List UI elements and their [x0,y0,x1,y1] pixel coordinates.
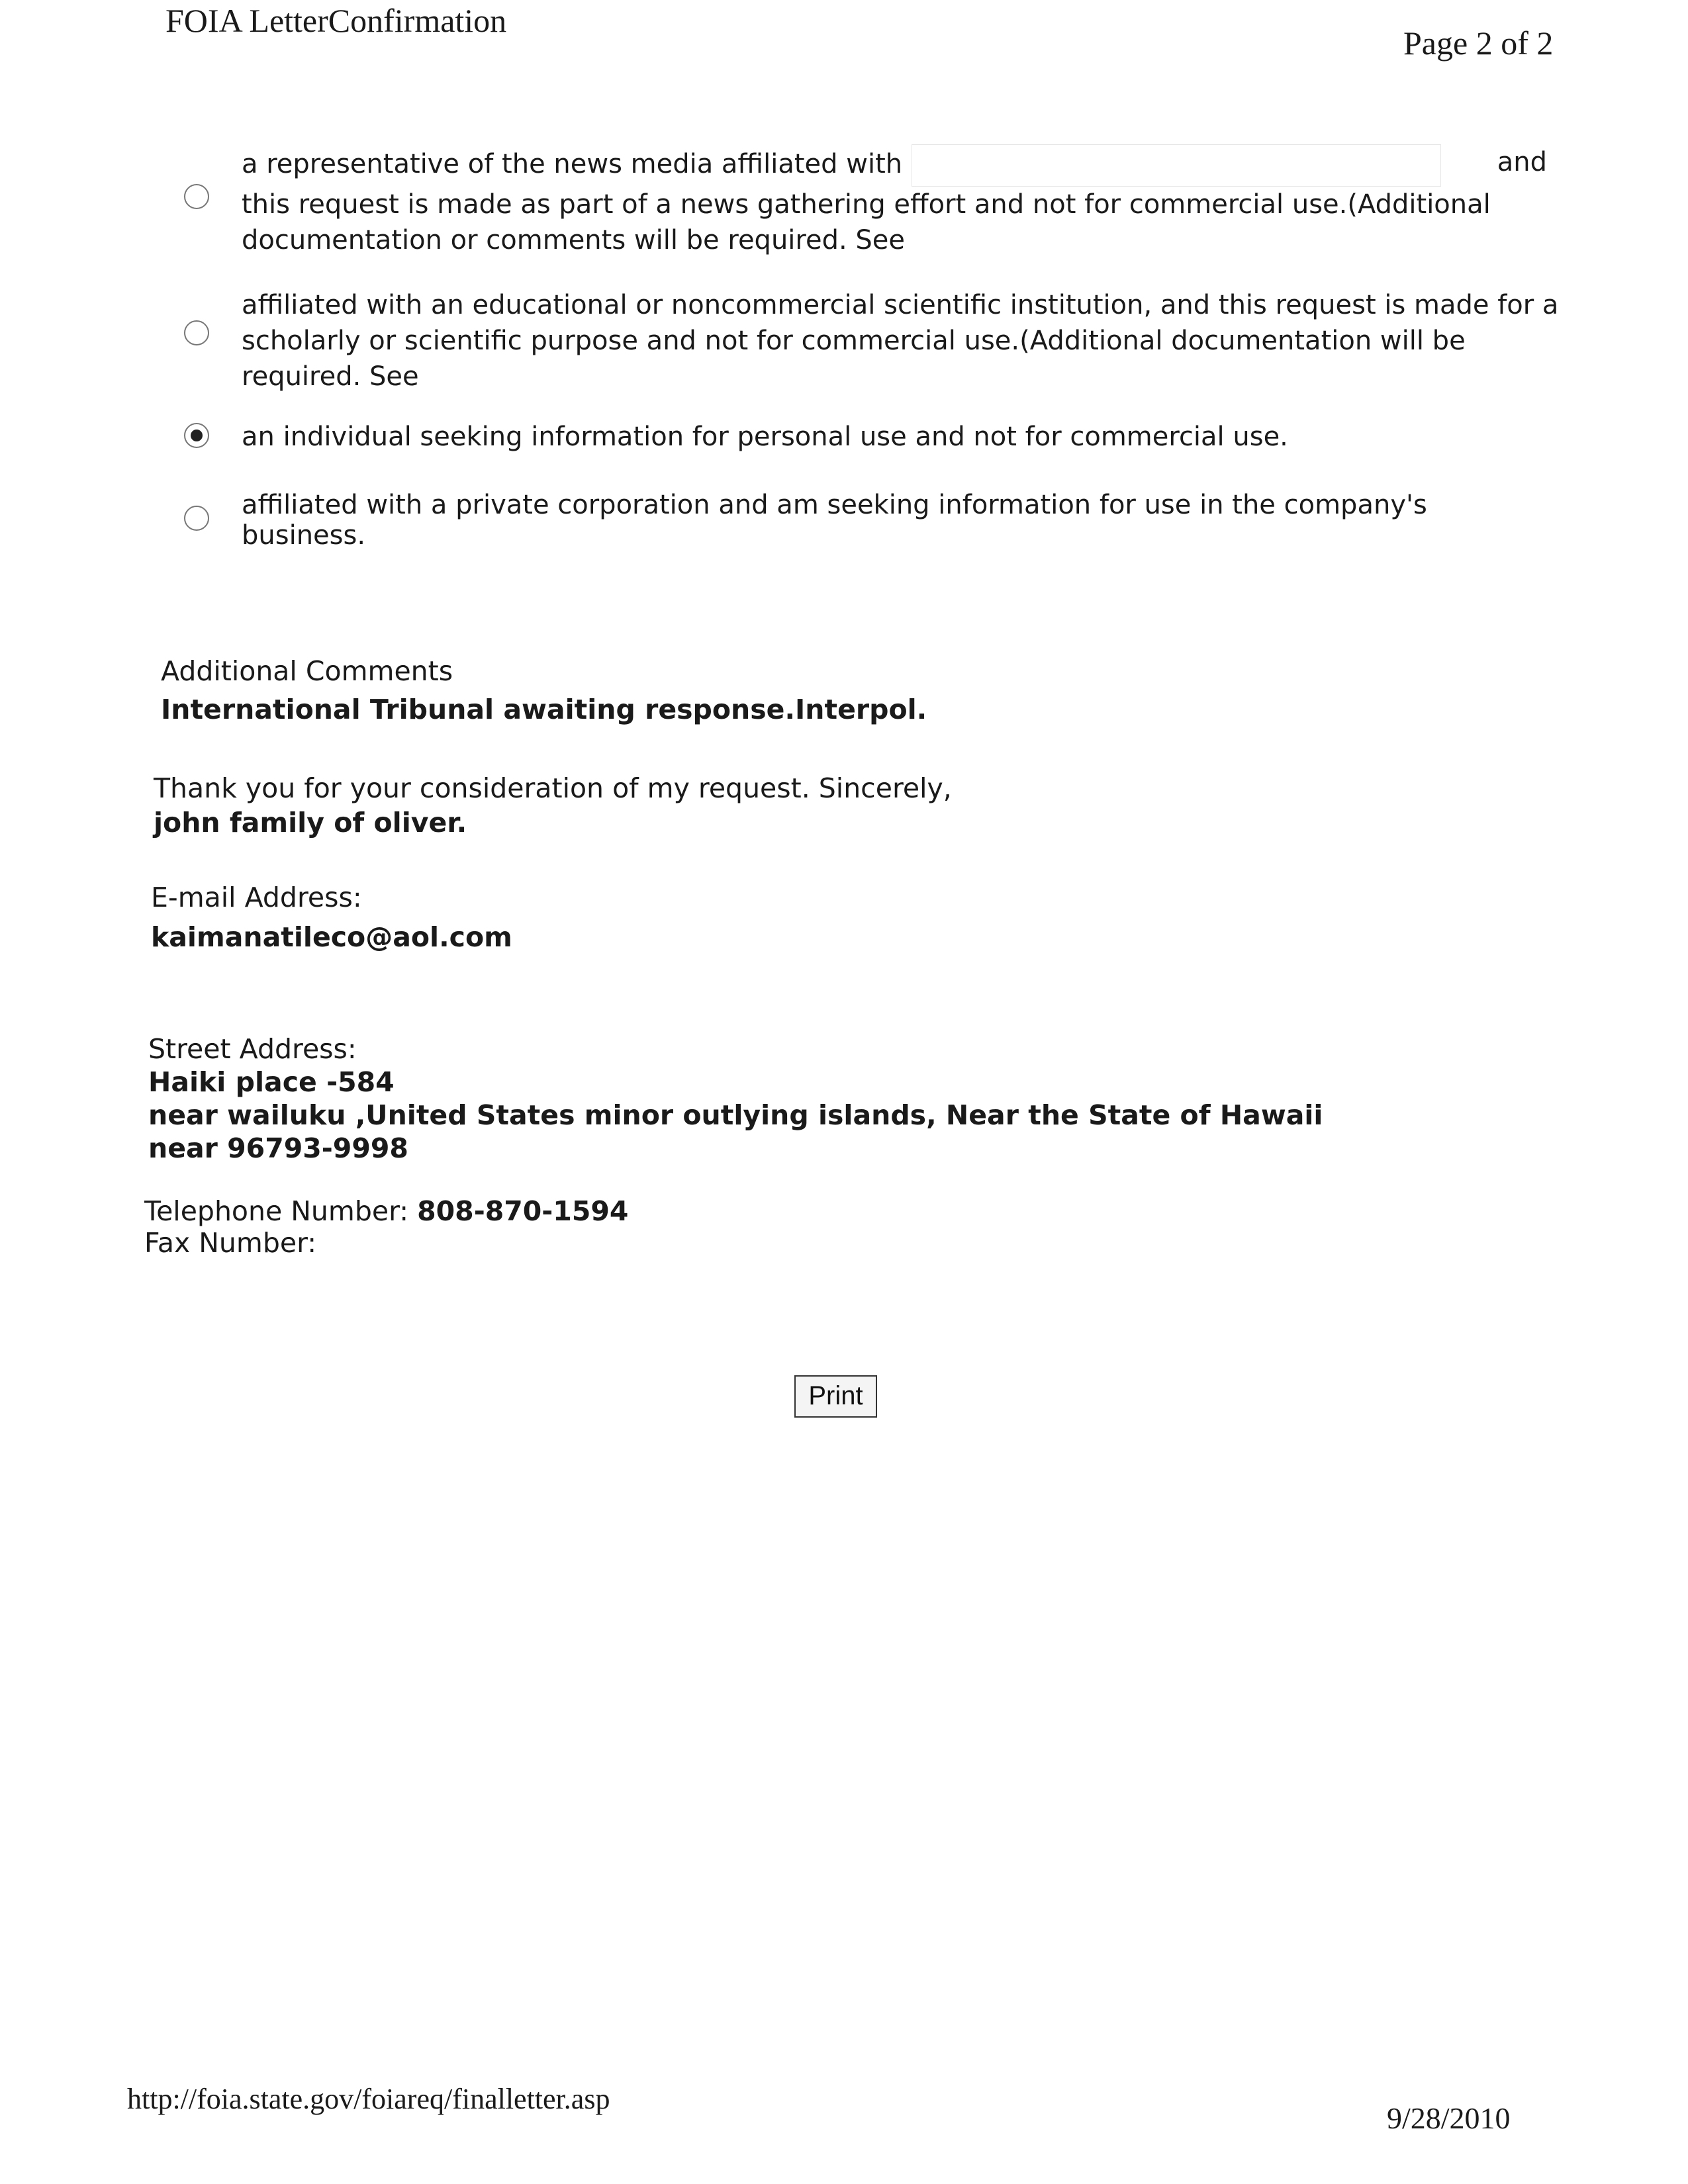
telephone-value: 808-870-1594 [417,1195,629,1227]
phone-fax-section [144,1195,628,1259]
email-value: kaimanatileco@aol.com [151,921,512,953]
requester-option-educational [179,287,1559,406]
requester-option-private-corporation [179,490,1556,569]
print-footer-url: http://foia.state.gov/foiareq/finalletter.asp [127,2083,610,2115]
news-media-radio[interactable] [184,184,209,209]
print-header-title: FOIA LetterConfirmation [165,2,507,39]
news-media-first-line [242,144,1559,187]
print-button[interactable]: Print [794,1375,877,1418]
street-address-line-1: Haiki place -584 [148,1066,395,1098]
private-corporation-radio[interactable] [184,506,209,531]
requester-option-individual [179,419,1556,465]
email-section [151,880,512,954]
news-media-option-text [242,144,1559,258]
telephone-label: Telephone Number: [144,1195,409,1227]
news-media-continued-text: this request is made as part of a news gathering effort and not for commercial use.(Additional documentation or comments will be required. See [242,189,1491,255]
news-media-text-before-field: a representative of the news media affiliated with [242,149,903,179]
street-address-label: Street Address: [148,1033,357,1065]
news-media-affiliation-input[interactable] [912,144,1441,187]
print-footer-date: 9/28/2010 [1387,2101,1511,2135]
street-address-line-2: near wailuku ,United States minor outlying islands, Near the State of Hawaii [148,1099,1323,1131]
news-media-text-after-field: and [1497,147,1547,177]
additional-comments-section [161,654,927,727]
educational-option-text: affiliated with an educational or noncommercial scientific institution, and this request is made for a scholarly or scientific purpose and not for commercial use.(Additional documentation will be required. See [242,290,1559,392]
private-corporation-option-text: affiliated with a private corporation and am seeking information for use in the company's business. [242,490,1427,551]
closing-text: Thank you for your consideration of my request. Sincerely, [154,772,952,804]
closing-section [154,771,952,840]
telephone-row [144,1195,628,1227]
requester-name: john family of oliver. [154,807,467,839]
individual-option-text: an individual seeking information for personal use and not for commercial use. [242,422,1288,452]
email-label: E-mail Address: [151,882,362,913]
additional-comments-label: Additional Comments [161,655,453,687]
requester-option-news-media [179,144,1556,277]
educational-radio[interactable] [184,320,209,345]
additional-comments-value: International Tribunal awaiting response.Interpol. [161,694,927,725]
street-address-line-3: near 96793-9998 [148,1132,408,1164]
fax-label: Fax Number: [144,1227,317,1259]
individual-radio[interactable] [184,423,209,448]
print-header-page-number: Page 2 of 2 [1403,24,1554,62]
street-address-section [148,1032,1323,1165]
